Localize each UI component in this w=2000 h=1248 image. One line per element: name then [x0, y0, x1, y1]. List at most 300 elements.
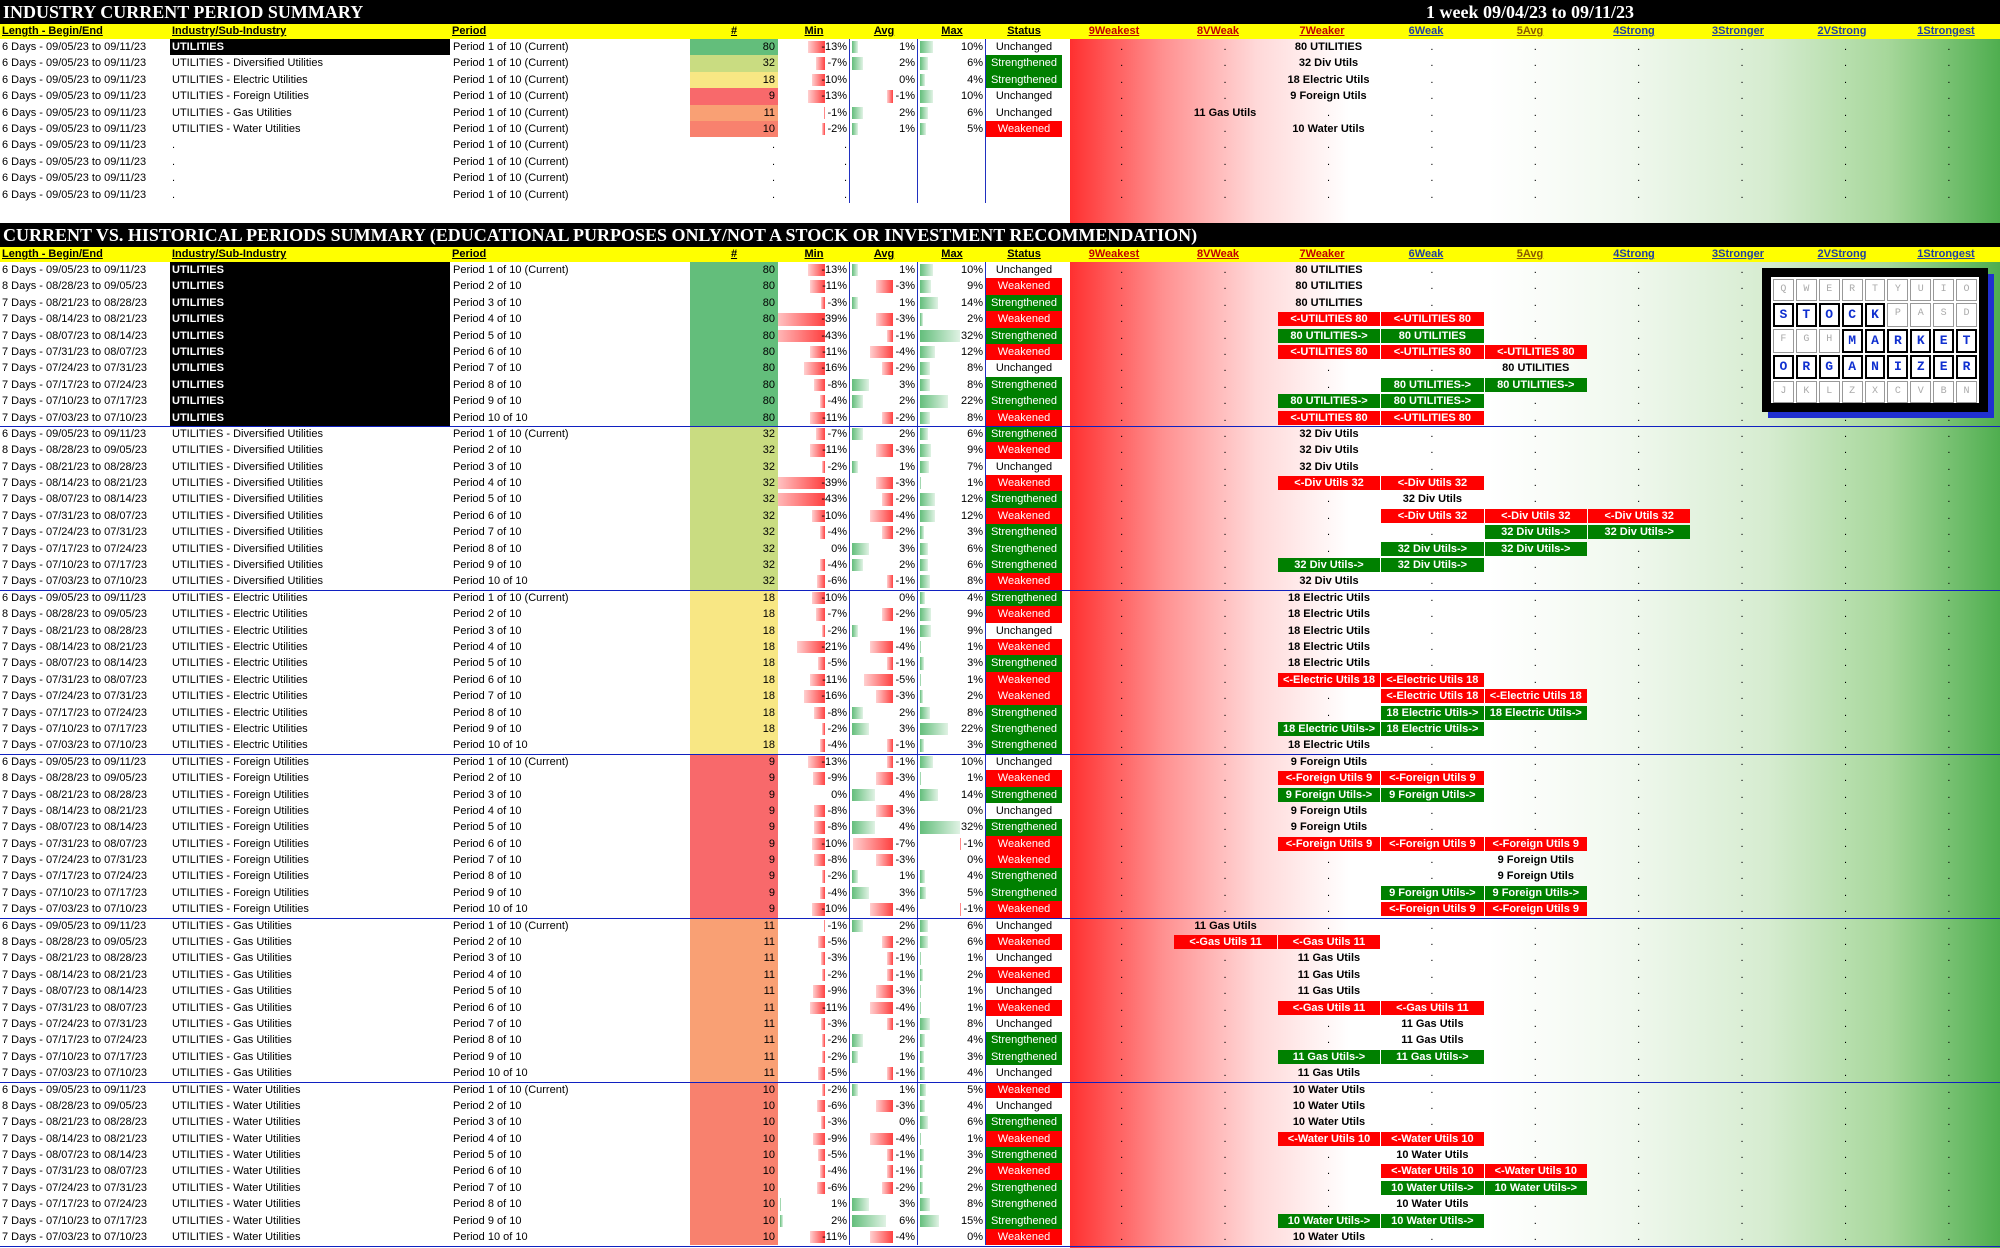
stock-count: 32: [690, 541, 778, 557]
period-label: Period 5 of 10: [453, 493, 522, 506]
min-value: -39%: [821, 313, 847, 326]
avg-databar: [852, 264, 858, 276]
header-bucket-3stronger: 3Stronger: [1712, 25, 1764, 37]
group-separator: [0, 590, 2000, 591]
bucket-dot: .: [1947, 90, 1951, 103]
header-per: Period: [452, 25, 487, 37]
stock-count: 10: [690, 1180, 778, 1196]
header-bucket-6weak: 6Weak: [1408, 248, 1444, 260]
bucket-dot: .: [1740, 640, 1744, 653]
period-label: Period 1 of 10 (Current): [453, 90, 569, 103]
table-row: [0, 639, 2000, 655]
period-length: 7 Days - 07/10/23 to 07/17/23: [2, 395, 147, 408]
cell-min: [778, 1065, 850, 1081]
bucket-dot: .: [1740, 1231, 1744, 1244]
cell-min: [778, 672, 850, 688]
bucket-dot: .: [1843, 1231, 1848, 1244]
logo-letter-tile: D: [1956, 303, 1977, 327]
table-row: [0, 170, 2000, 186]
strength-marker-down: <-Div Utils 32: [1485, 509, 1587, 523]
min-value: -43%: [821, 493, 847, 506]
avg-value: -1%: [895, 739, 915, 752]
bucket-dot: .: [1637, 837, 1641, 850]
cell-avg: [850, 737, 918, 753]
bucket-dot: .: [1637, 854, 1641, 867]
avg-databar: [852, 57, 863, 69]
bucket-dot: .: [1120, 722, 1124, 735]
strength-marker-down: <-Gas Utils 11: [1278, 935, 1380, 949]
min-databar: [822, 625, 825, 637]
cell-avg: [850, 1180, 918, 1196]
bucket-dot: .: [1637, 1116, 1641, 1129]
logo-letter-tile: E: [1933, 355, 1954, 379]
avg-databar: [876, 1100, 893, 1112]
bucket-dot: .: [1843, 542, 1848, 555]
bucket-dot: .: [1533, 57, 1537, 70]
min-value: -4%: [827, 526, 847, 539]
period-label: Period 1 of 10 (Current): [453, 591, 569, 604]
avg-value: 1%: [899, 1050, 915, 1063]
period-label: Period 3 of 10: [453, 296, 522, 309]
stock-count: 10: [690, 1213, 778, 1229]
period-label: Period 1 of 10 (Current): [453, 106, 569, 119]
bucket-dot: .: [1740, 624, 1744, 637]
strength-marker: 18 Electric Utils: [1288, 624, 1370, 637]
cell-avg: [850, 55, 918, 71]
industry-name: UTILITIES: [170, 393, 450, 409]
cell-max: [918, 950, 986, 966]
bucket-dot: .: [1120, 854, 1124, 867]
stock-count: 9: [690, 787, 778, 803]
min-databar: [814, 379, 825, 391]
strength-marker-down: <-Foreign Utils 9: [1278, 771, 1380, 785]
period-length: 6 Days - 09/05/23 to 09/11/23: [2, 919, 147, 932]
table-row: [0, 1082, 2000, 1098]
bucket-dot: .: [1120, 106, 1124, 119]
table-row: [0, 934, 2000, 950]
period-length: 6 Days - 09/05/23 to 09/11/23: [2, 106, 147, 119]
table-row: [0, 393, 2000, 409]
period-length: 7 Days - 07/03/23 to 07/10/23: [2, 739, 147, 752]
strength-marker: 11 Gas Utils: [1297, 968, 1361, 981]
period-length: 7 Days - 08/21/23 to 08/28/23: [2, 624, 147, 637]
bucket-dot: .: [1120, 90, 1124, 103]
stock-count: 18: [690, 655, 778, 671]
bucket-dot: .: [1120, 821, 1124, 834]
table-row: [0, 1016, 2000, 1032]
max-databar: [920, 280, 931, 292]
stock-count: 18: [690, 737, 778, 753]
table-row: [0, 1163, 2000, 1179]
avg-databar: [876, 313, 893, 325]
max-databar: [920, 674, 921, 686]
period-label: Period 9 of 10: [453, 886, 522, 899]
cell-min: [778, 787, 850, 803]
bucket-dot: .: [1843, 73, 1848, 86]
min-databar: [820, 526, 825, 538]
bucket-dot: .: [1637, 444, 1641, 457]
bucket-dot: .: [1223, 722, 1227, 735]
header-bucket-5avg: 5Avg: [1516, 248, 1544, 260]
cell-avg: [850, 688, 918, 704]
cell-max: [918, 688, 986, 704]
table-row: [0, 967, 2000, 983]
bucket-dot: .: [1223, 41, 1227, 53]
bucket-dot: .: [1326, 706, 1331, 719]
table-row: [0, 1032, 2000, 1048]
cell-max: [918, 918, 986, 934]
industry-name: UTILITIES - Gas Utilities: [172, 1050, 292, 1063]
avg-value: -1%: [895, 952, 915, 965]
bucket-dot: .: [1740, 460, 1744, 473]
min-value: -9%: [827, 772, 847, 785]
bucket-dot: .: [1533, 1017, 1537, 1030]
status-badge: Weakened: [986, 934, 1062, 950]
bucket-dot: .: [1223, 427, 1227, 440]
bucket-dot: .: [1120, 608, 1124, 621]
bucket-dot: .: [1947, 106, 1951, 119]
strength-marker-up: 80 UTILITIES->: [1381, 378, 1483, 392]
cell-avg: [850, 1131, 918, 1147]
strength-marker: 18 Electric Utils: [1288, 591, 1370, 604]
strength-marker-up: 18 Electric Utils->: [1381, 722, 1483, 736]
table-row: [0, 541, 2000, 557]
header-bucket-7weaker: 7Weaker: [1299, 25, 1345, 37]
bucket-dot: .: [1637, 477, 1641, 490]
status-badge: Strengthened: [986, 557, 1062, 573]
max-databar: [920, 559, 928, 571]
bucket-dot: .: [1120, 155, 1124, 168]
period-length: 7 Days - 07/10/23 to 07/17/23: [2, 1214, 147, 1227]
min-value: -10%: [821, 509, 847, 522]
industry-name: UTILITIES - Diversified Utilities: [172, 509, 323, 522]
logo-letter-tile: K: [1865, 303, 1886, 327]
status-badge: Weakened: [986, 1131, 1062, 1147]
strength-marker-up: 10 Water Utils->: [1278, 1214, 1380, 1228]
stock-count: 11: [690, 1049, 778, 1065]
bucket-dot: .: [1326, 903, 1331, 916]
period-length: 6 Days - 09/05/23 to 09/11/23: [2, 155, 147, 168]
table-row: [0, 983, 2000, 999]
max-databar: [920, 936, 928, 948]
min-databar: [820, 887, 825, 899]
table-row: [0, 491, 2000, 507]
min-value: -8%: [827, 854, 847, 867]
industry-name: UTILITIES - Water Utilities: [172, 1198, 301, 1211]
cell-max: [918, 573, 986, 589]
industry-name: UTILITIES: [170, 360, 450, 376]
header-bucket-9weakest: 9Weakest: [1088, 25, 1140, 37]
logo-letter-tile: G: [1819, 355, 1840, 379]
status-badge: Weakened: [986, 836, 1062, 852]
avg-databar: [852, 41, 858, 53]
avg-value: 2%: [899, 57, 915, 70]
min-value: -10%: [821, 591, 847, 604]
cell-avg: [850, 328, 918, 344]
bucket-dot: .: [1947, 968, 1951, 981]
bucket-dot: .: [1120, 57, 1124, 70]
period-label: Period 1 of 10 (Current): [453, 427, 569, 440]
min-databar: [824, 107, 825, 119]
stock-count: 80: [690, 410, 778, 426]
bucket-dot: .: [1533, 444, 1537, 457]
avg-value: -3%: [895, 280, 915, 293]
min-databar: [818, 1149, 825, 1161]
strength-marker: 9 Foreign Utils: [1290, 821, 1368, 834]
bucket-dot: .: [1740, 968, 1744, 981]
strength-marker: 11 Gas Utils: [1401, 1034, 1464, 1047]
stock-count: 18: [690, 639, 778, 655]
cell-avg: [850, 39, 918, 55]
min-databar: [822, 870, 825, 882]
bucket-dot: .: [1637, 706, 1641, 719]
status-badge: Strengthened: [986, 55, 1062, 71]
industry-name: UTILITIES - Diversified Utilities: [172, 542, 323, 555]
period-label: Period 1 of 10 (Current): [453, 919, 569, 932]
period-label: Period 7 of 10: [453, 690, 522, 703]
min-databar: [816, 608, 825, 620]
bucket-dot: .: [1740, 575, 1744, 588]
cell-avg: [850, 1032, 918, 1048]
bucket-dot: .: [1740, 172, 1744, 185]
strength-marker-up: 9 Foreign Utils->: [1485, 886, 1587, 900]
bucket-dot: .: [1223, 1099, 1227, 1112]
period-length: 7 Days - 07/31/23 to 08/07/23: [2, 345, 147, 358]
table-row: [0, 1131, 2000, 1147]
cell-min: [778, 836, 850, 852]
avg-databar: [876, 772, 893, 784]
strength-marker-down: <-Gas Utils 11: [1381, 1001, 1483, 1015]
max-databar: [920, 428, 928, 440]
cell-max: [918, 885, 986, 901]
min-value: -9%: [827, 1132, 847, 1145]
max-databar: [920, 1100, 925, 1112]
cell-max: [918, 1082, 986, 1098]
avg-value: -1%: [895, 755, 915, 768]
strength-marker: 18 Electric Utils: [1287, 73, 1370, 86]
bucket-dot: .: [1637, 722, 1641, 735]
bucket-dot: .: [1637, 690, 1641, 703]
max-value: 6%: [967, 542, 983, 555]
stock-count: 80: [690, 328, 778, 344]
min-value: -13%: [821, 90, 847, 103]
bucket-dot: .: [1533, 952, 1537, 965]
industry-name: UTILITIES - Diversified Utilities: [172, 575, 323, 588]
bucket-dot: .: [1740, 477, 1744, 490]
group-separator: [0, 754, 2000, 755]
period-length: 6 Days - 09/05/23 to 09/11/23: [2, 188, 147, 201]
bucket-dot: .: [1120, 1165, 1124, 1178]
cell-min: [778, 1000, 850, 1016]
logo-letter-tile: A: [1910, 303, 1931, 327]
bucket-dot: .: [1843, 1116, 1848, 1129]
cell-max: [918, 541, 986, 557]
header-bucket-1strongest: 1Strongest: [1917, 25, 1975, 37]
stock-count: 32: [690, 55, 778, 71]
cell-max: [918, 1131, 986, 1147]
strength-marker: 32 Div Utils: [1402, 493, 1463, 506]
cell-min: [778, 803, 850, 819]
bucket-dot: .: [1843, 493, 1848, 506]
avg-databar: [887, 1018, 893, 1030]
table-row: [0, 754, 2000, 770]
strength-marker-down: <-Electric Utils 18: [1278, 673, 1380, 687]
min-value: -6%: [827, 1181, 847, 1194]
status-badge: Strengthened: [986, 426, 1062, 442]
table-row: [0, 278, 2000, 294]
cell-max: [918, 88, 986, 104]
max-value: 6%: [967, 106, 983, 119]
min-databar: [822, 123, 825, 135]
bucket-dot: .: [1120, 1132, 1124, 1145]
period-label: Period 4 of 10: [453, 1132, 522, 1145]
min-value: -11%: [822, 673, 847, 686]
max-value: 1%: [967, 1132, 983, 1145]
bucket-dot: .: [1533, 493, 1537, 506]
avg-value: 2%: [899, 427, 915, 440]
bucket-dot: .: [1740, 1149, 1744, 1162]
bucket-dot: .: [1637, 296, 1641, 309]
bucket-dot: .: [1223, 1116, 1227, 1129]
avg-value: -2%: [895, 936, 915, 949]
bucket-dot: .: [1843, 673, 1848, 686]
stock-count: .: [771, 188, 775, 201]
bucket-dot: .: [1120, 460, 1124, 473]
bucket-dot: .: [1430, 41, 1434, 53]
bucket-dot: .: [1740, 739, 1744, 752]
avg-databar: [853, 838, 893, 850]
bucket-dot: .: [1740, 57, 1744, 70]
logo-letter-tile: G: [1796, 329, 1817, 353]
bucket-dot: .: [1637, 903, 1641, 916]
bucket-dot: .: [1637, 395, 1641, 408]
cell-max: [918, 557, 986, 573]
cell-min: [778, 623, 850, 639]
bucket-dot: .: [1120, 640, 1124, 653]
logo-letter-tile: R: [1956, 355, 1977, 379]
table-row: [0, 55, 2000, 71]
bucket-dot: .: [1740, 509, 1744, 522]
strength-marker: 9 Foreign Utils: [1497, 854, 1574, 867]
avg-value: -1%: [895, 1165, 915, 1178]
period-label: Period 1 of 10 (Current): [453, 122, 569, 135]
bucket-dot: .: [1120, 1067, 1124, 1080]
bucket-dot: .: [1740, 1181, 1744, 1194]
bucket-dot: .: [1740, 444, 1744, 457]
cell-avg: [850, 1213, 918, 1229]
min-databar: [780, 1198, 781, 1210]
bucket-dot: .: [1947, 172, 1951, 185]
bucket-dot: .: [1740, 1083, 1744, 1096]
cell-min: [778, 950, 850, 966]
period-label: Period 2 of 10: [453, 936, 522, 949]
logo-letter-tile: O: [1819, 303, 1840, 327]
min-value: -13%: [821, 264, 847, 276]
min-databar: [821, 1018, 825, 1030]
period-label: Period 6 of 10: [453, 837, 522, 850]
cell-avg: [850, 1016, 918, 1032]
bucket-dot: .: [1430, 188, 1434, 201]
industry-name: UTILITIES - Gas Utilities: [172, 968, 292, 981]
bucket-dot: .: [1637, 559, 1641, 572]
industry-name: UTILITIES - Electric Utilities: [172, 722, 308, 735]
bucket-dot: .: [1947, 139, 1951, 152]
cell-avg: [850, 836, 918, 852]
strength-marker-up: 11 Gas Utils->: [1381, 1050, 1483, 1064]
max-value: 1%: [967, 985, 983, 998]
max-value: 4%: [967, 1034, 983, 1047]
logo-letter-tile: T: [1865, 279, 1886, 301]
max-value: 22%: [960, 722, 983, 735]
min-databar: [821, 952, 825, 964]
stock-count: 18: [690, 606, 778, 622]
bucket-dot: .: [1223, 591, 1227, 604]
period-label: Period 1 of 10 (Current): [453, 155, 569, 168]
strength-marker: 11 Gas Utils: [1297, 985, 1361, 998]
bucket-dot: .: [1947, 788, 1951, 801]
avg-databar: [876, 690, 893, 702]
status-badge: Unchanged: [995, 985, 1053, 998]
min-value: -4%: [827, 739, 847, 752]
bucket-dot: .: [1843, 90, 1848, 103]
bucket-dot: .: [1120, 624, 1124, 637]
bucket-dot: .: [1843, 886, 1848, 899]
cell-min: [778, 737, 850, 753]
max-value: 6%: [967, 919, 983, 932]
strength-marker: 80 UTILITIES: [1295, 296, 1363, 309]
cell-avg: [850, 72, 918, 88]
bucket-dot: .: [1637, 673, 1641, 686]
bucket-dot: .: [1223, 362, 1227, 375]
bucket-dot: .: [1637, 1214, 1641, 1227]
bucket-dot: .: [1843, 821, 1848, 834]
status-badge: Weakened: [986, 311, 1062, 327]
avg-databar: [887, 756, 893, 768]
bucket-dot: .: [1740, 673, 1744, 686]
bucket-dot: .: [1533, 788, 1537, 801]
bucket-dot: .: [1843, 155, 1848, 168]
avg-databar: [887, 952, 893, 964]
period-length: 7 Days - 07/17/23 to 07/24/23: [2, 378, 147, 391]
bucket-dot: .: [1843, 1149, 1848, 1162]
period-length: 7 Days - 08/21/23 to 08/28/23: [2, 1116, 147, 1129]
max-databar: [920, 362, 930, 374]
stock-count: 32: [690, 508, 778, 524]
status-badge: Strengthened: [986, 868, 1062, 884]
bucket-dot: .: [1533, 804, 1537, 817]
period-label: Period 1 of 10 (Current): [453, 57, 569, 70]
bucket-dot: .: [1430, 591, 1434, 604]
period-length: 6 Days - 09/05/23 to 09/11/23: [2, 172, 147, 185]
avg-databar: [852, 707, 863, 719]
bucket-dot: .: [1223, 559, 1227, 572]
bucket-dot: .: [1533, 1067, 1537, 1080]
bucket-dot: .: [1637, 1198, 1641, 1211]
bucket-dot: .: [1223, 903, 1227, 916]
cell-avg: [850, 787, 918, 803]
cell-avg: [850, 950, 918, 966]
bucket-dot: .: [1947, 1231, 1951, 1244]
min-value: -2%: [827, 968, 847, 981]
bucket-dot: .: [1637, 821, 1641, 834]
strength-marker-up: 32 Div Utils->: [1278, 558, 1380, 572]
logo-letter-tile: L: [1819, 381, 1840, 403]
stock-count: 80: [690, 262, 778, 278]
max-value: 10%: [960, 755, 983, 768]
bucket-dot: .: [1947, 188, 1951, 201]
bucket-dot: .: [1740, 591, 1744, 604]
min-value: -7%: [827, 608, 847, 621]
